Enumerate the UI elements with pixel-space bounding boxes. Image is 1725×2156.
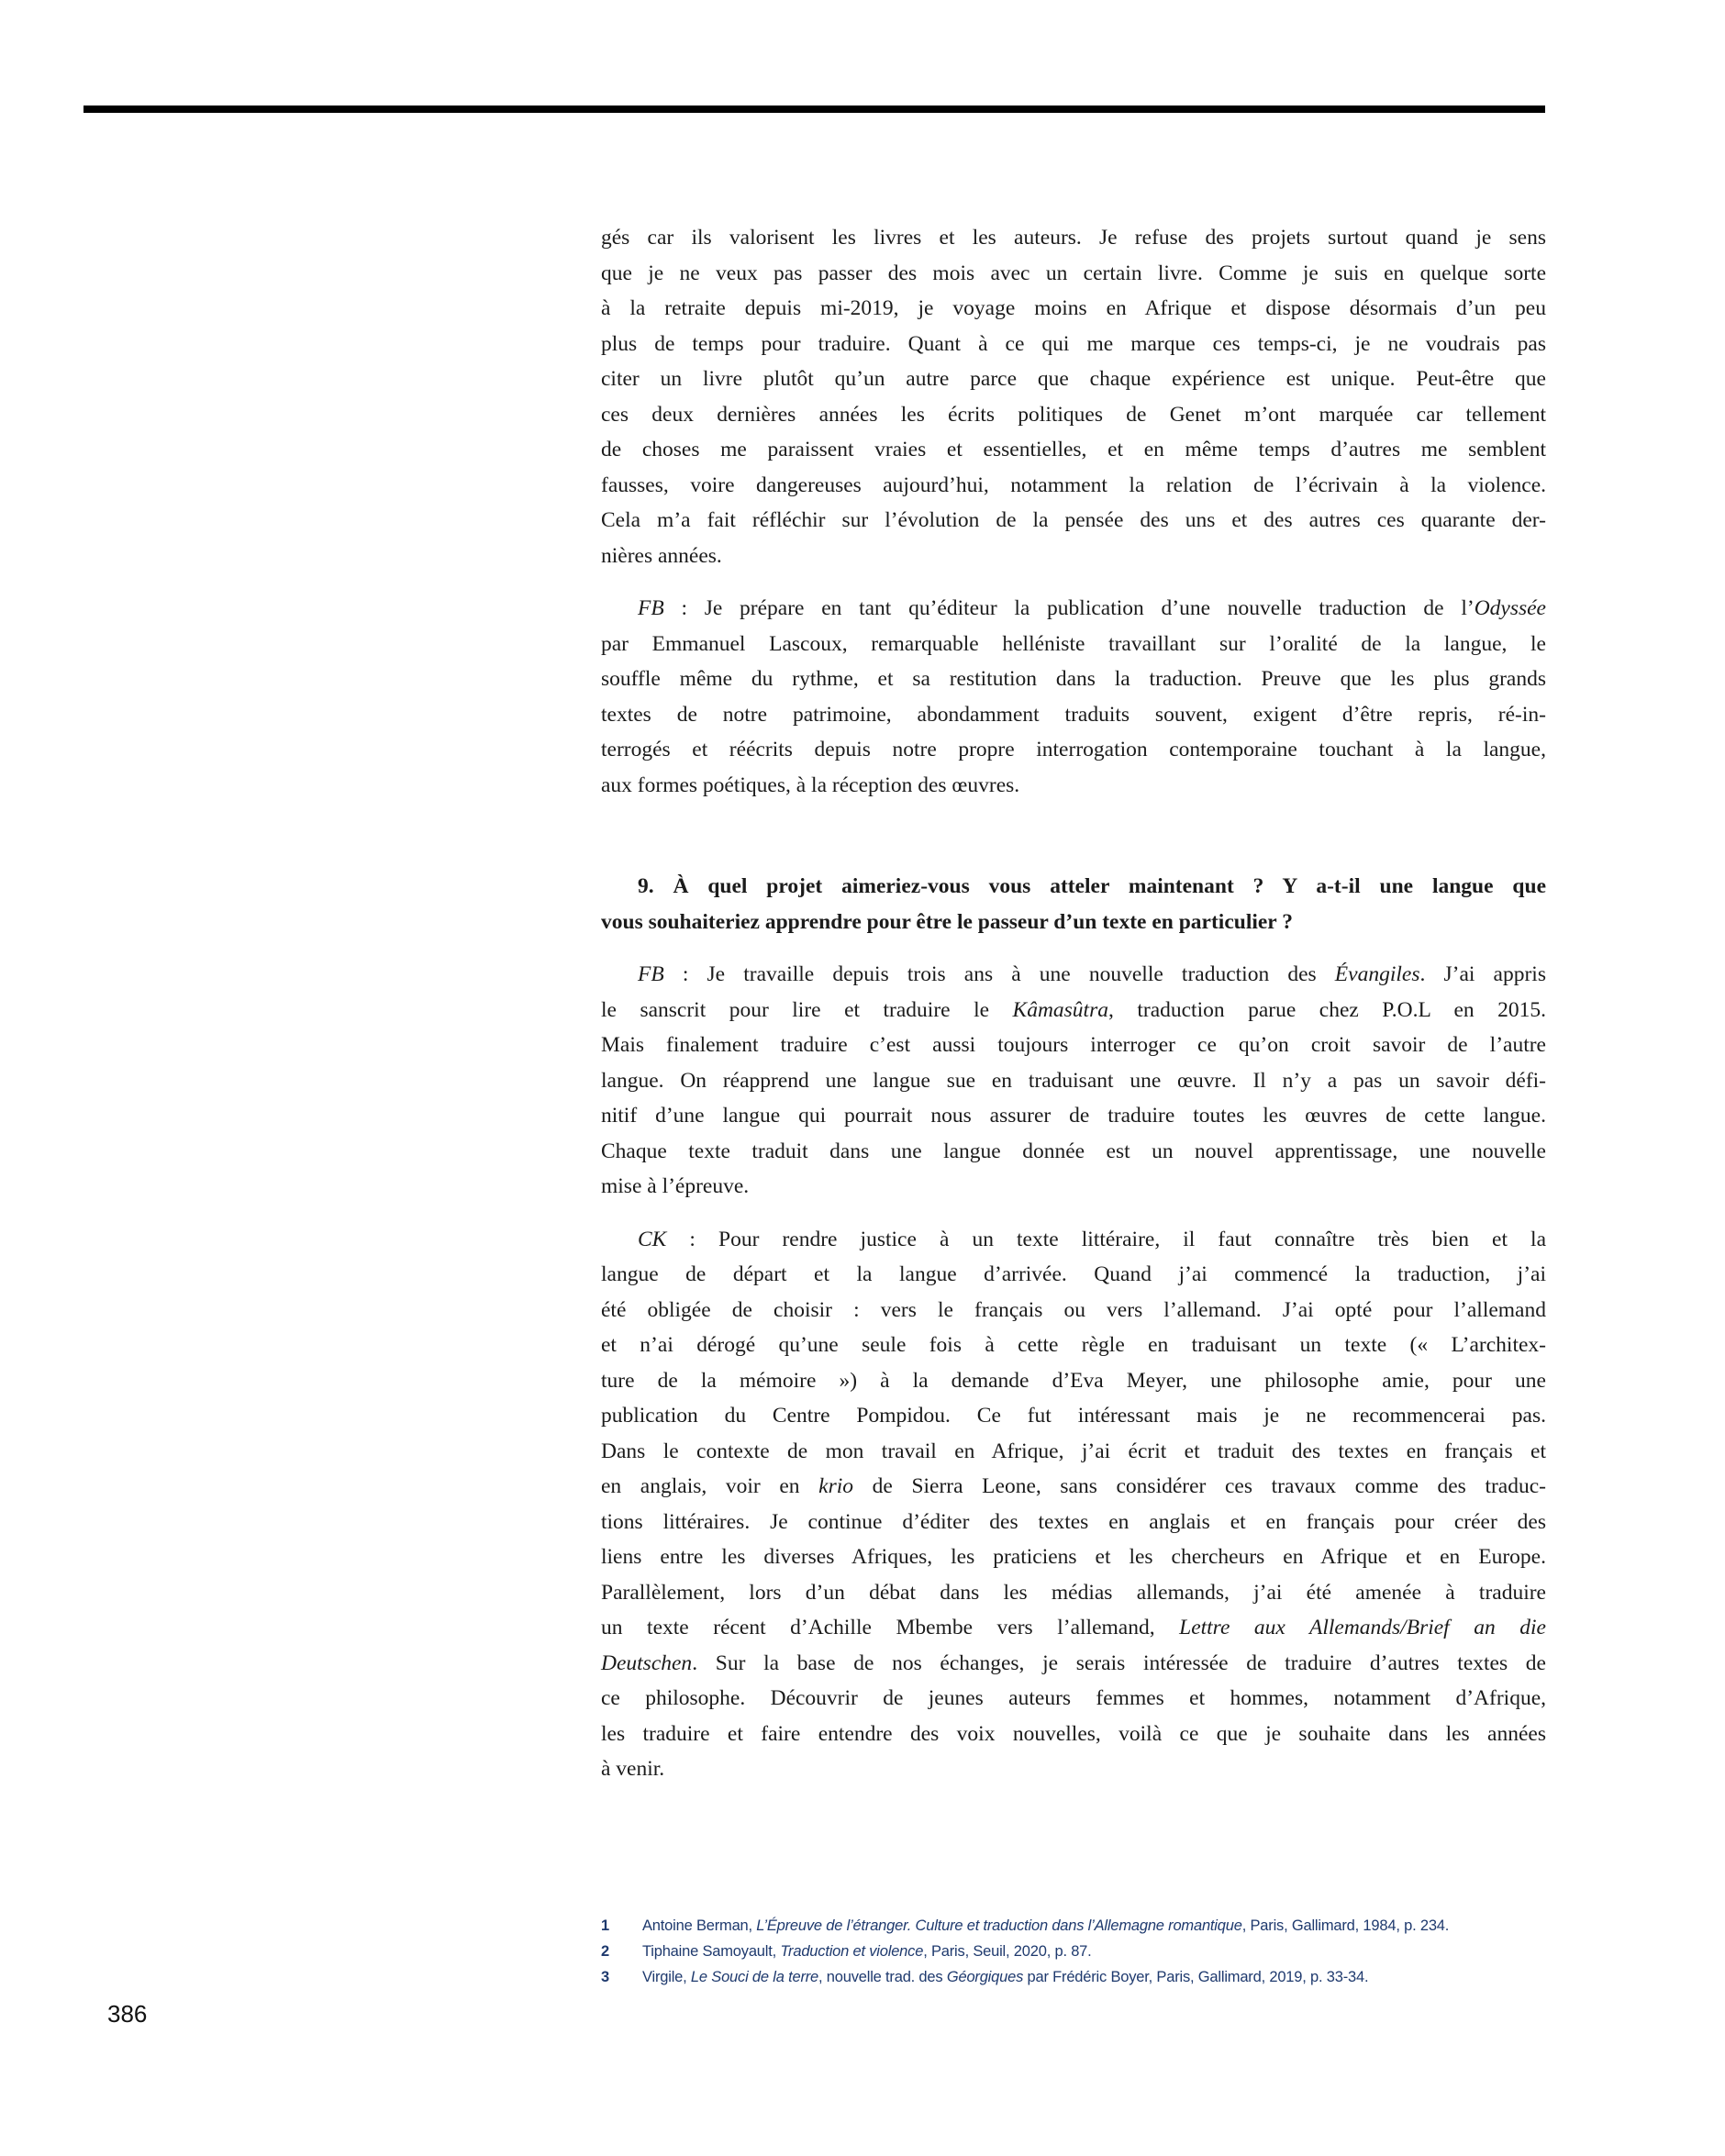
text-run: que je ne veux pas passer des mois avec un certain livre. Comme je suis en quelque sorte [601,261,1546,285]
text-run: , Paris, Gallimard, 1984, p. 234. [1241,1917,1450,1934]
page-number: 386 [107,2000,148,2028]
text-line [601,503,1546,539]
text-line [601,1098,1546,1134]
text-run: et n’ai dérogé qu’une seule fois à cette règle en traduisant un texte (« L’architex- [601,1333,1546,1357]
text-run: par Frédéric Boyer, Paris, Gallimard, 2019, p. 33-34. [1023,1969,1369,1985]
text-run: Mais finalement traduire c’est aussi toujours interroger ce qu’on croit savoir de l’autre [601,1033,1546,1057]
section-heading [601,869,1546,939]
text-line [601,1028,1546,1063]
text-run: . Sur la base de nos échanges, je serais intéressée de traduire d’autres textes de [692,1650,1546,1675]
text-run: un texte récent d’Achille Mbembe vers l’allemand, [601,1616,1180,1639]
text-run: ce philosophe. Découvrir de jeunes auteurs femmes et hommes, notamment d’Afrique, [601,1686,1546,1710]
text-line [601,1646,1546,1682]
text-run: ture de la mémoire ») à la demande d’Eva Meyer, une philosophe amie, pour une [601,1368,1546,1393]
italic-run: FB [638,596,664,620]
text-run: Cela m’a fait réfléchir sur l’évolution de la pensée des uns et des autres ces quarante der- [601,508,1546,532]
text-line [601,1505,1546,1540]
text-run: terrogés et réécrits depuis notre propre interrogation contemporaine touchant à la langue, [601,738,1546,761]
text-run: textes de notre patrimoine, abondamment traduits souvent, exigent d’être repris, ré-in- [601,702,1546,727]
text-line [601,1257,1546,1293]
italic-run: Évangiles [1334,962,1420,986]
footnote-number: 2 [601,1943,609,1960]
text-run: à venir. [601,1757,665,1781]
text-line [601,697,1546,733]
text-run: publication du Centre Pompidou. Ce fut intéressant mais je ne recommencerai pas. [601,1404,1546,1428]
text-run: de choses me paraissent vraies et essentielles, et en même temps d’autres me semblent [601,438,1546,461]
text-run: de Sierra Leone, sans considérer ces travaux comme des traduc- [853,1474,1546,1498]
footnote-text [642,1964,1368,1990]
text-line [601,1751,1546,1787]
text-run: Tiphaine Samoyault, [642,1943,781,1960]
text-line [601,957,1546,993]
text-run: langue de départ et la langue d’arrivée. Quand j’ai commencé la traduction, j’ai [601,1262,1546,1286]
text-run: liens entre les diverses Afriques, les praticiens et les chercheurs en Afrique et en Europe. [601,1545,1546,1569]
footnote-item [601,1939,1546,1964]
text-run: ces deux dernières années les écrits politiques de Genet m’ont marquée car tellement [601,402,1546,427]
italic-run: FB [638,962,664,986]
text-line [601,397,1546,433]
text-line [601,1222,1546,1258]
italic-run: Odyssée [1474,596,1546,620]
text-line [601,1469,1546,1505]
italic-run: L’Épreuve de l’étranger. Culture et traduction dans l’Allemagne romantique [756,1917,1242,1934]
text-run: aux formes poétiques, à la réception des œuvres. [601,772,1020,797]
text-line [601,291,1546,327]
text-run: le sanscrit pour lire et traduire le [601,997,1013,1022]
text-run: mise à l’épreuve. [601,1174,750,1198]
text-run: Dans le contexte de mon travail en Afrique, j’ai écrit et traduit des textes en français et [601,1439,1546,1463]
text-line [601,1610,1546,1646]
text-run: Virgile, [642,1969,691,1985]
text-run: souffle même du rythme, et sa restitution dans la traduction. Preuve que les plus grands [601,667,1546,691]
text-line [601,1063,1546,1099]
text-run: à la retraite depuis mi-2019, je voyage moins en Afrique et dispose désormais d’un peu [601,296,1546,320]
text-run: plus de temps pour traduire. Quant à ce qui me marque ces temps-ci, je ne voudrais pas [601,331,1546,356]
footnotes [601,1913,1546,1990]
text-run: : Je travaille depuis trois ans à une nouvelle traduction des [663,962,1335,986]
text-run: vous souhaiteriez apprendre pour être le passeur d’un texte en particulier ? [601,909,1293,934]
text-run: été obligée de choisir : vers le français ou vers l’allemand. J’ai opté pour l’allemand [601,1297,1546,1322]
text-line [601,661,1546,697]
text-run: gés car ils valorisent les livres et les auteurs. Je refuse des projets surtout quand je sens [601,226,1546,250]
text-run: , Paris, Seuil, 2020, p. 87. [923,1943,1092,1960]
text-run: nières années. [601,543,722,568]
text-line [601,1363,1546,1399]
footnote-number: 3 [601,1969,609,1985]
text-line [601,627,1546,662]
text-line [601,327,1546,362]
paragraph [601,1222,1546,1787]
text-line [601,1169,1546,1205]
italic-run: Lettre aux Allemands/Brief an die [1179,1616,1546,1639]
italic-run: Kâmasûtra [1012,997,1108,1022]
footnote-number: 1 [601,1917,609,1934]
footnote-text [642,1939,1092,1964]
paragraph [601,591,1546,803]
italic-run: CK [638,1227,667,1251]
text-line [601,1328,1546,1363]
text-line [601,993,1546,1028]
body-content [601,220,1546,1787]
text-line [601,1575,1546,1611]
text-run: , nouvelle trad. des [818,1969,947,1985]
footnote-text [642,1913,1449,1939]
text-line [601,869,1546,905]
text-run: : Je prépare en tant qu’éditeur la publication d’une nouvelle traduction de l’ [663,596,1475,620]
italic-run: Géorgiques [946,1969,1024,1985]
text-run: en anglais, voir en [601,1474,819,1498]
text-run: tions littéraires. Je continue d’éditer des textes en anglais et en français pour créer des [601,1509,1546,1534]
text-run: citer un livre plutôt qu’un autre parce que chaque expérience est unique. Peut-être que [601,367,1546,391]
paragraph [601,957,1546,1205]
text-line [601,768,1546,804]
text-line [601,1293,1546,1328]
italic-run: krio [818,1474,854,1498]
text-line [601,732,1546,768]
text-run: 9. À quel projet aimeriez-vous vous atteler maintenant ? Y a-t-il une langue que [638,874,1546,898]
text-line [601,361,1546,397]
text-line [601,432,1546,468]
italic-run: Deutschen [601,1650,693,1675]
text-line [601,591,1546,627]
text-run: les traduire et faire entendre des voix nouvelles, voilà ce que je souhaite dans les années [601,1721,1546,1746]
text-run: par Emmanuel Lascoux, remarquable helléniste travaillant sur l’oralité de la langue, le [601,631,1546,656]
text-run: . J’ai appris [1419,962,1546,986]
text-line [601,220,1546,256]
text-line [601,1717,1546,1752]
text-line [601,1398,1546,1434]
text-run: : Pour rendre justice à un texte littéraire, il faut connaître très bien et la [666,1227,1546,1251]
text-run: langue. On réapprend une langue sue en traduisant une œuvre. Il n’y a pas un savoir défi- [601,1068,1546,1093]
text-run: Chaque texte traduit dans une langue donnée est un nouvel apprentissage, une nouvelle [601,1139,1546,1163]
text-line [601,1134,1546,1170]
footnote-item [601,1964,1546,1990]
text-line [601,468,1546,504]
text-line [601,905,1546,940]
text-line [601,539,1546,574]
text-run: Antoine Berman, [642,1917,757,1934]
text-run: Parallèlement, lors d’un débat dans les médias allemands, j’ai été amenée à traduire [601,1580,1546,1605]
text-run: fausses, voire dangereuses aujourd’hui, notamment la relation de l’écrivain à la violence. [601,472,1546,497]
italic-run: Traduction et violence [780,1943,924,1960]
footnote-item [601,1913,1546,1939]
top-rule [83,106,1545,113]
paragraph [601,220,1546,573]
text-line [601,1539,1546,1575]
text-line [601,256,1546,292]
text-run: , traduction parue chez P.O.L en 2015. [1107,997,1546,1022]
text-line [601,1434,1546,1470]
italic-run: Le Souci de la terre [690,1969,819,1985]
text-run: nitif d’une langue qui pourrait nous assurer de traduire toutes les œuvres de cette langue. [601,1104,1546,1128]
text-line [601,1681,1546,1717]
